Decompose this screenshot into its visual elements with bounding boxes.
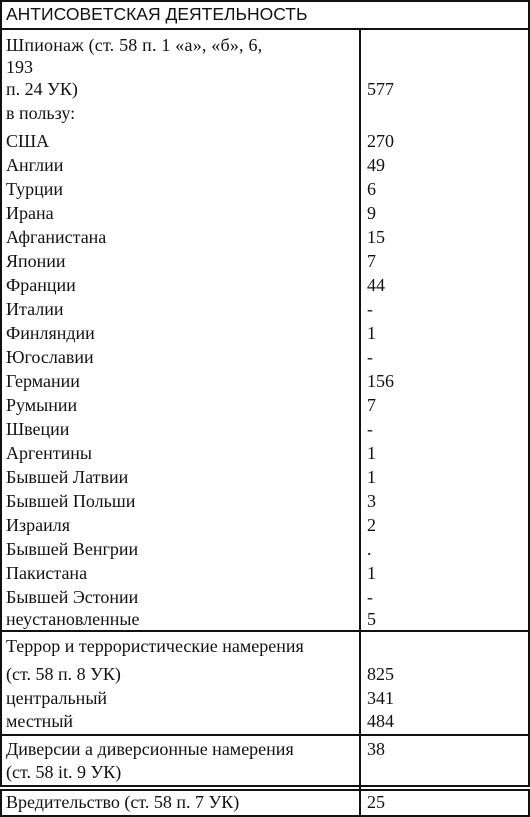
espionage-label-line3: п. 24 УК) (6, 79, 78, 99)
country-value: 270 (367, 131, 394, 151)
country-name: Франции (6, 275, 76, 295)
country-value: - (367, 347, 373, 367)
country-value: - (367, 419, 373, 439)
country-name: Югославии (6, 347, 94, 367)
country-value: 1 (367, 323, 376, 343)
country-value: 44 (367, 275, 385, 295)
espionage-label-line1: Шпионаж (ст. 58 п. 1 «а», «б», 6, (6, 35, 263, 55)
terror-central-label: центральный (6, 688, 108, 708)
country-name: Турции (6, 179, 63, 199)
country-name: Израиля (6, 515, 70, 535)
country-name: Италии (6, 299, 64, 319)
country-name: Пакистана (6, 563, 88, 583)
terror-total: 825 (367, 664, 394, 684)
country-value: 5 (367, 609, 376, 629)
country-value: 7 (367, 395, 376, 415)
diversion-label-line2: (ст. 58 it. 9 УК) (6, 762, 122, 782)
country-value: - (367, 587, 373, 607)
country-name: США (6, 131, 50, 151)
country-name: Англии (6, 155, 64, 175)
terror-label-line1: Террор и террористические намерения (6, 636, 304, 656)
terror-local-label: местный (6, 711, 74, 731)
terror-label-line2: (ст. 58 п. 8 УК) (6, 664, 121, 684)
country-value: 6 (367, 179, 376, 199)
in-favor-of-label: в пользу: (6, 103, 76, 123)
espionage-total: 577 (367, 79, 394, 99)
country-name: Бывшей Эстонии (6, 587, 139, 607)
country-name: Швеции (6, 419, 70, 439)
country-name: Германии (6, 371, 80, 391)
country-name: Бывшей Польши (6, 491, 136, 511)
country-value: 156 (367, 371, 394, 391)
country-value: - (367, 299, 373, 319)
sabotage-value: 25 (367, 792, 385, 812)
country-value: 1 (367, 467, 376, 487)
country-value: 9 (367, 203, 376, 223)
country-name: неустановленные (6, 609, 140, 629)
country-name: Финляндии (6, 323, 95, 343)
country-value: . (367, 539, 372, 559)
espionage-label-line2: 193 (6, 57, 33, 77)
sabotage-label: Вредительство (ст. 58 п. 7 УК) (6, 792, 240, 812)
country-value: 1 (367, 563, 376, 583)
country-name: Румынии (6, 395, 78, 415)
country-name: Бывшей Венгрии (6, 539, 139, 559)
terror-local-value: 484 (367, 711, 394, 731)
country-name: Ирана (6, 203, 54, 223)
country-value: 49 (367, 155, 385, 175)
terror-central-value: 341 (367, 688, 394, 708)
country-value: 7 (367, 251, 376, 271)
country-value: 3 (367, 491, 376, 511)
country-value: 1 (367, 443, 376, 463)
country-name: Японии (6, 251, 66, 271)
column-divider (359, 28, 361, 817)
country-name: Афганистана (6, 227, 107, 247)
diversion-label-line1: Диверсии а диверсионные намерения (6, 739, 294, 759)
country-name: Бывшей Латвии (6, 467, 129, 487)
country-value: 2 (367, 515, 376, 535)
table-title: АНТИСОВЕТСКАЯ ДЕЯТЕЛЬНОСТЬ (6, 4, 308, 24)
diversion-value: 38 (367, 739, 385, 759)
country-name: Аргентины (6, 443, 92, 463)
country-value: 15 (367, 227, 385, 247)
